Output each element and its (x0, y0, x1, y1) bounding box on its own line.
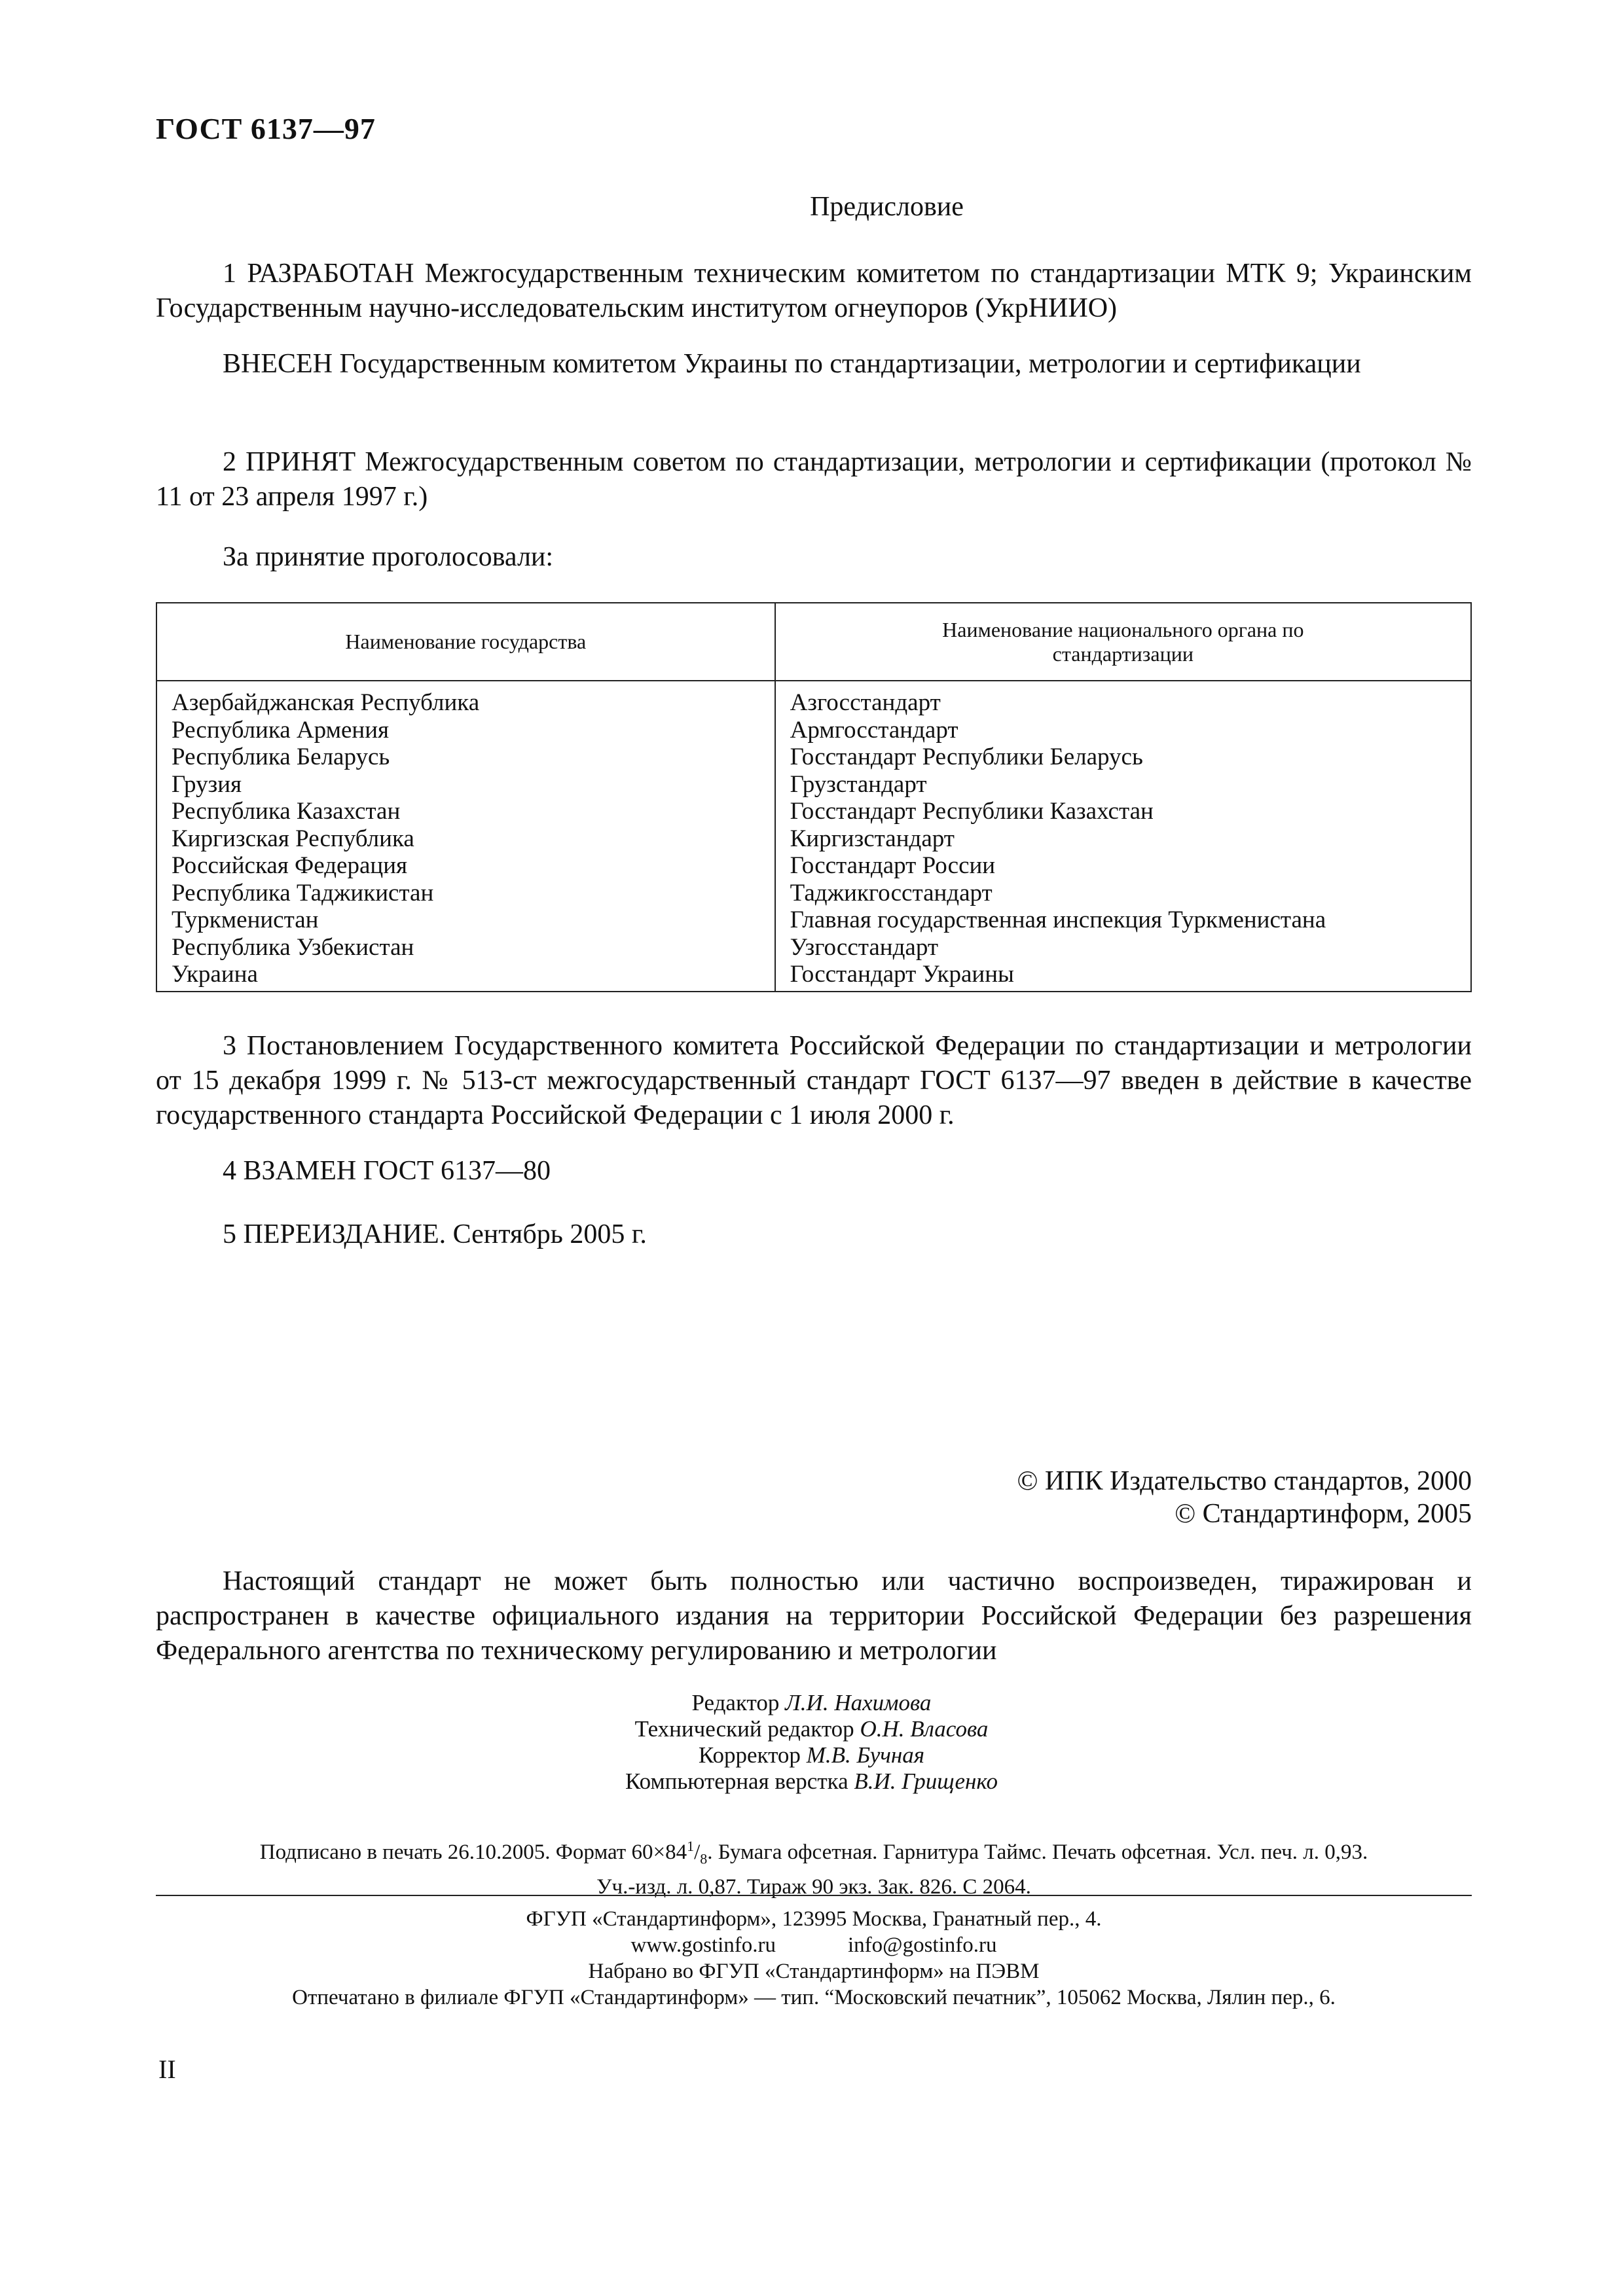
table-row (156, 961, 1471, 992)
copyright-line: © ИПК Издательство стандартов, 2000 (1017, 1466, 1472, 1496)
paragraph-adopted: 2 ПРИНЯТ Межгосударственным советом по стандартизации, метрологии и сертификации (протокол № 11 от 23 апреля 1997 г.) (156, 447, 1472, 512)
website-link[interactable]: www.gostinfo.ru (630, 1933, 776, 1957)
body-cell: Госстандарт Республики Беларусь (775, 744, 1471, 771)
table-row (156, 825, 1471, 853)
table-row (156, 880, 1471, 907)
table-row (156, 934, 1471, 961)
foreword-title: Предисловие (810, 192, 964, 222)
state-cell: Республика Армения (156, 717, 775, 744)
table-row (156, 798, 1471, 825)
table-row (156, 771, 1471, 798)
state-cell: Туркменистан (156, 906, 775, 934)
copyright-line: © Стандартинформ, 2005 (1175, 1499, 1472, 1529)
table-header-state: Наименование государства (156, 603, 775, 681)
table-row (156, 717, 1471, 744)
state-cell: Азербайджанская Республика (156, 681, 775, 717)
body-cell: Киргизстандарт (775, 825, 1471, 853)
state-cell: Украина (156, 961, 775, 992)
paragraph-reissue: 5 ПЕРЕИЗДАНИЕ. Сентябрь 2005 г. (223, 1219, 647, 1249)
paragraph-replaces: 4 ВЗАМЕН ГОСТ 6137—80 (223, 1156, 551, 1186)
table-row (156, 744, 1471, 771)
table-row (156, 852, 1471, 880)
print-info-line: Уч.-изд. л. 0,87. Тираж 90 экз. Зак. 826. С 2064. (596, 1874, 1031, 1899)
state-cell: Российская Федерация (156, 852, 775, 880)
table-row (156, 681, 1471, 717)
credit-line: Редактор Л.И. Нахимова (691, 1690, 932, 1715)
body-cell: Таджикгосстандарт (775, 880, 1471, 907)
divider-rule (156, 1895, 1472, 1896)
document-header: ГОСТ 6137—97 (156, 112, 376, 145)
body-cell: Узгосстандарт (775, 934, 1471, 961)
publisher-address: ФГУП «Стандартинформ», 123995 Москва, Гранатный пер., 4. (526, 1907, 1102, 1931)
credit-line: Технический редактор О.Н. Власова (634, 1716, 989, 1742)
publisher-contacts (156, 1932, 1472, 1958)
credit-line: Компьютерная верстка В.И. Грищенко (625, 1768, 998, 1794)
body-cell: Госстандарт Украины (775, 961, 1471, 992)
email-link[interactable]: info@gostinfo.ru (848, 1933, 997, 1957)
body-cell: Азгосстандарт (775, 681, 1471, 717)
state-cell: Республика Таджикистан (156, 880, 775, 907)
paragraph-introduced: ВНЕСЕН Государственным комитетом Украины по стандартизации, метрологии и сертификации (223, 349, 1361, 379)
state-cell: Республика Казахстан (156, 798, 775, 825)
body-cell: Грузстандарт (775, 771, 1471, 798)
credits-block (0, 1690, 1623, 1795)
table-header-row (156, 603, 1471, 681)
table-header-body: Наименование национального органа по стандартизации (775, 603, 1471, 681)
body-cell: Госстандарт России (775, 852, 1471, 880)
print-info-line: Подписано в печать 26.10.2005. Формат $60\times 84^1/_8$. Бумага офсетная. Гарнитура Таймс. Печать офсетная. Усл. печ. л. 0,93. (259, 1838, 1368, 1867)
page-number: II (158, 2054, 176, 2084)
print-info (156, 1833, 1472, 1901)
state-cell: Киргизская Республика (156, 825, 775, 853)
state-cell: Республика Беларусь (156, 744, 775, 771)
paragraph-developed: 1 РАЗРАБОТАН Межгосударственным техническим комитетом по стандартизации МТК 9; Украинским Государственным научно-исследовательским институтом огнеупоров (УкрНИИО) (156, 259, 1472, 323)
paragraph-resolution: 3 Постановлением Государственного комитета Российской Федерации по стандартизации и метрологии от 15 декабря 1999 г. № 513-ст межгосударственный стандарт ГОСТ 6137—97 введен в действие в качестве государственного стандарта Российской Федерации с 1 июля 2000 г. (156, 1031, 1472, 1130)
body-cell: Главная государственная инспекция Туркменистана (775, 906, 1471, 934)
body-cell: Госстандарт Республики Казахстан (775, 798, 1471, 825)
state-cell: Грузия (156, 771, 775, 798)
body-cell: Армгосстандарт (775, 717, 1471, 744)
reproduction-notice: Настоящий стандарт не может быть полностью или частично воспроизведен, тиражирован и распространен в качестве официального издания на территории Российской Федерации без разрешения Федерального агентства по техническому регулированию и метрологии (156, 1566, 1472, 1666)
table-row (156, 906, 1471, 934)
publisher-typeset: Набрано во ФГУП «Стандартинформ» на ПЭВМ (588, 1960, 1040, 1983)
credit-line: Корректор М.В. Бучная (698, 1742, 925, 1768)
copyright-block (1017, 1465, 1472, 1530)
paragraph-voted: За принятие проголосовали: (223, 542, 554, 572)
voting-table (156, 602, 1472, 992)
state-cell: Республика Узбекистан (156, 934, 775, 961)
publisher-printed: Отпечатано в филиале ФГУП «Стандартинформ» — тип. “Московский печатник”, 105062 Москва, Лялин пер., 6. (292, 1986, 1336, 2009)
publisher-block (156, 1906, 1472, 2011)
